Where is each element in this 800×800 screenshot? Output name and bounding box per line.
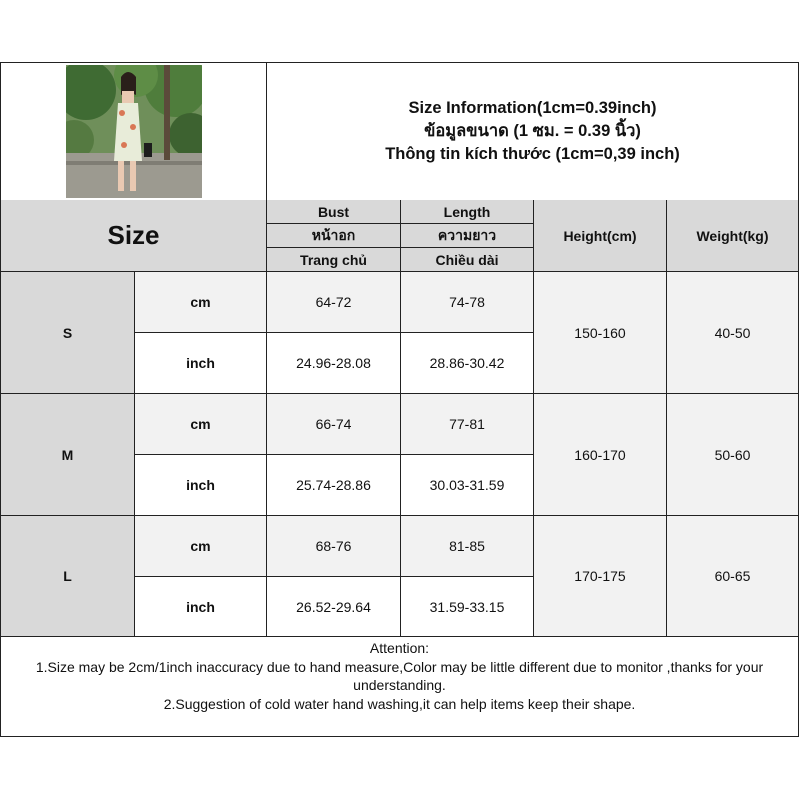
m-cm-bust: 66-74 [267,394,401,455]
attention-notes [1,637,798,737]
height-header: Height(cm) [534,200,667,272]
l-cm-bust: 68-76 [267,516,401,577]
chart-header [1,63,798,201]
size-chart [0,62,799,737]
length-header-th: ความยาว [401,224,534,248]
s-inch-bust: 24.96-28.08 [267,333,401,394]
attention-note-1: 1.Size may be 2cm/1inch inaccuracy due to hand measure,Color may be little different due to monitor ,thanks for your understanding. [35,658,764,693]
weight-header: Weight(kg) [667,200,798,272]
size-header: Size [1,200,267,272]
m-inch-length: 30.03-31.59 [401,455,534,516]
s-cm-length: 74-78 [401,272,534,333]
s-inch-length: 28.86-30.42 [401,333,534,394]
size-information [267,63,798,200]
size-m-label: M [1,394,135,516]
attention-note-2: 2.Suggestion of cold water hand washing,it can help items keep their shape. [163,695,636,712]
s-cm-bust: 64-72 [267,272,401,333]
m-height: 160-170 [534,394,667,516]
bust-header-th: หน้าอก [267,224,401,248]
s-weight: 40-50 [667,272,798,394]
info-line-vi: Thông tin kích thước (1cm=0,39 inch) [385,145,680,163]
unit-cm: cm [135,516,267,577]
info-line-en: Size Information(1cm=0.39inch) [408,99,657,117]
length-header-vi: Chiều dài [401,248,534,272]
l-height: 170-175 [534,516,667,637]
s-height: 150-160 [534,272,667,394]
info-line-th: ข้อมูลขนาด (1 ซม. = 0.39 นิ้ว) [424,122,641,140]
attention-title: Attention: [369,640,430,656]
l-inch-bust: 26.52-29.64 [267,577,401,637]
unit-cm: cm [135,394,267,455]
product-photo [66,65,202,198]
l-inch-length: 31.59-33.15 [401,577,534,637]
unit-inch: inch [135,333,267,394]
m-cm-length: 77-81 [401,394,534,455]
unit-cm: cm [135,272,267,333]
bust-header-en: Bust [267,200,401,224]
unit-inch: inch [135,455,267,516]
unit-inch: inch [135,577,267,637]
bust-header-vi: Trang chủ [267,248,401,272]
l-weight: 60-65 [667,516,798,637]
m-weight: 50-60 [667,394,798,516]
photo-cell [1,63,267,200]
size-l-label: L [1,516,135,637]
l-cm-length: 81-85 [401,516,534,577]
m-inch-bust: 25.74-28.86 [267,455,401,516]
length-header-en: Length [401,200,534,224]
size-s-label: S [1,272,135,394]
